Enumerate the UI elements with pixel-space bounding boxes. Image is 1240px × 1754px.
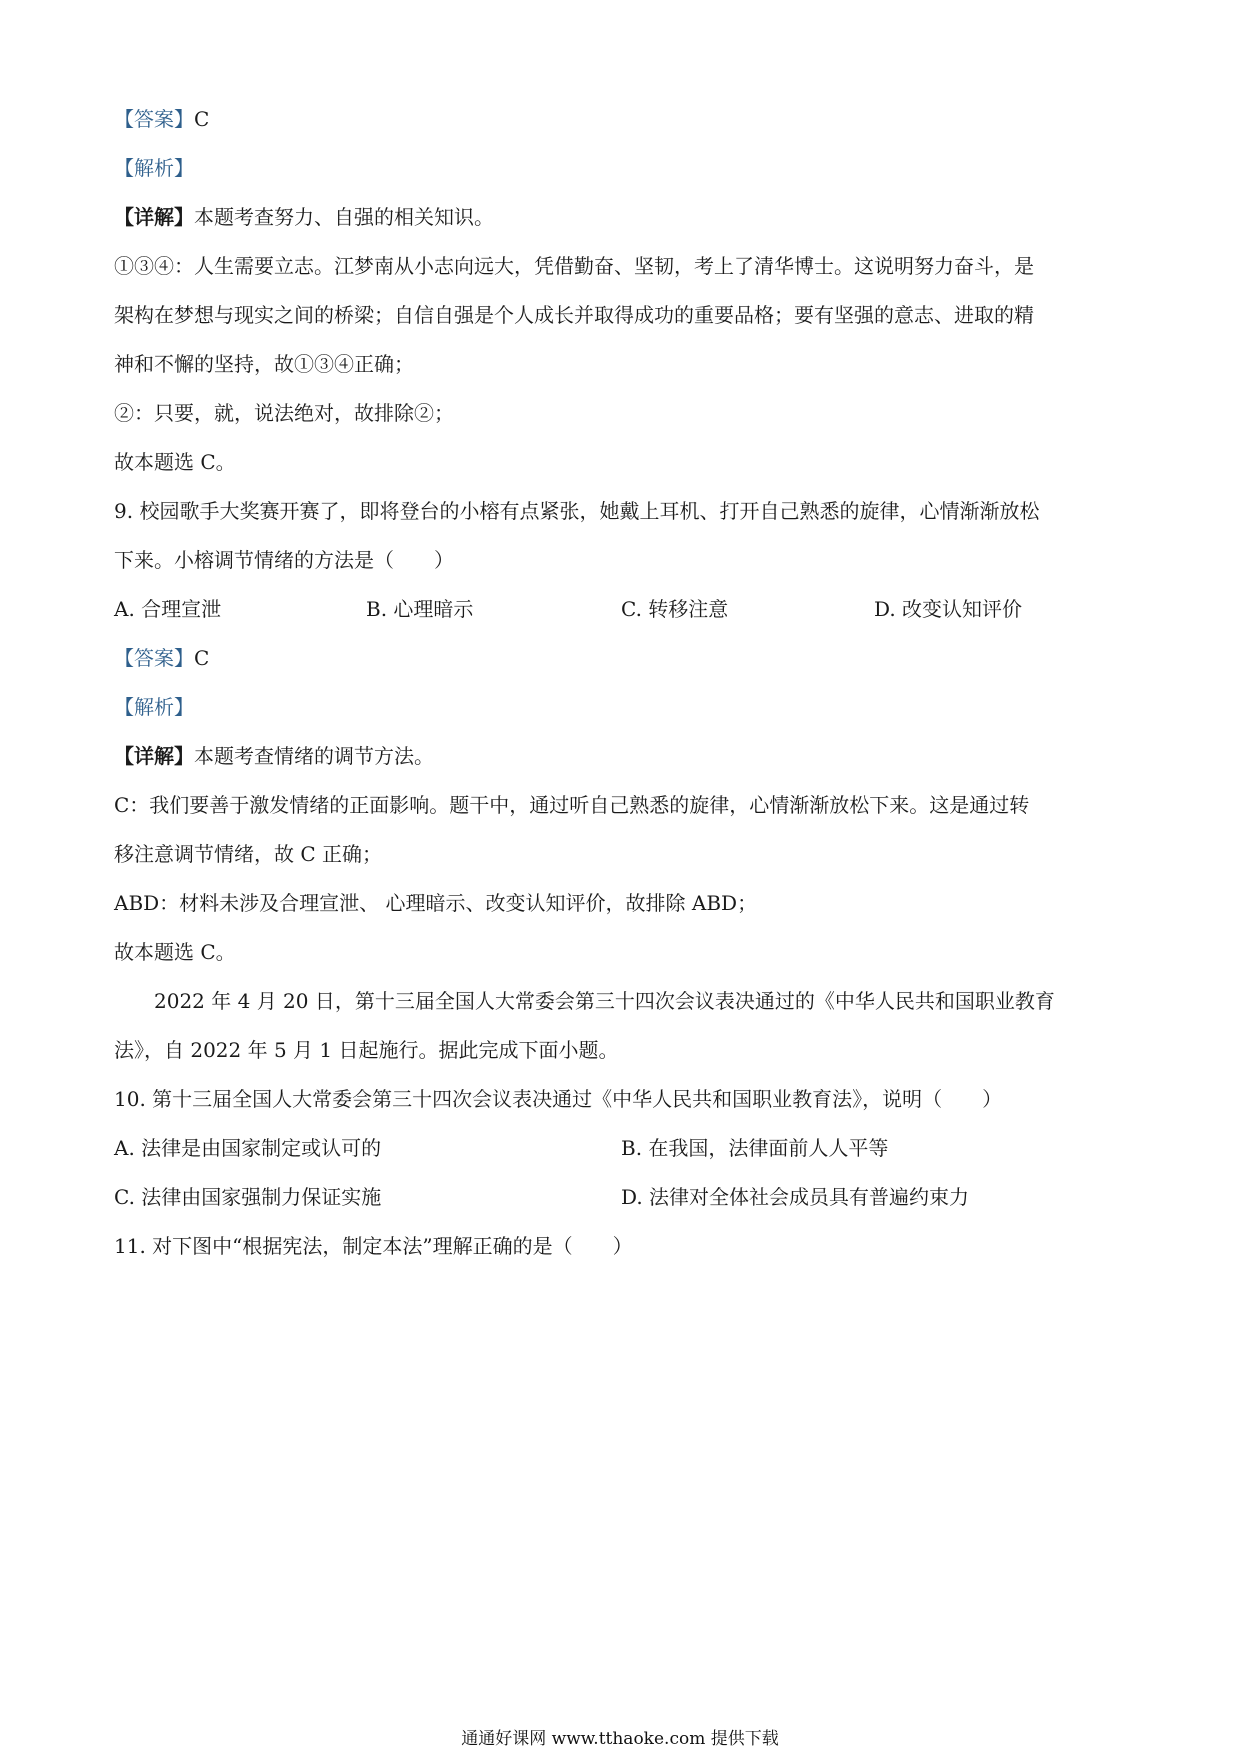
q10-option-a: A. 法律是由国家制定或认可的 [114, 1136, 382, 1160]
q9-detail-text: ABD：材料未涉及合理宣泄、 心理暗示、改变认知评价，故排除 ABD； [114, 891, 758, 915]
detail-label: 【详解】 [114, 744, 194, 768]
q8-detail-text: 神和不懈的坚持，故①③④正确； [114, 352, 414, 376]
q9-option-d: D. 改变认知评价 [874, 597, 1023, 621]
q9-option-a: A. 合理宣泄 [114, 597, 222, 621]
q8-detail-text: ①③④：人生需要立志。江梦南从小志向远大，凭借勤奋、坚韧，考上了清华博士。这说明努力奋斗，是 [114, 254, 1034, 278]
q10-option-c: C. 法律由国家强制力保证实施 [114, 1185, 382, 1209]
detail-intro: 本题考查努力、自强的相关知识。 [194, 205, 494, 229]
material-text: 法》，自 2022 年 5 月 1 日起施行。据此完成下面小题。 [114, 1038, 619, 1062]
answer-value: C [194, 107, 210, 131]
q9-analysis-label: 【解析】 [114, 695, 194, 719]
q10-option-d: D. 法律对全体社会成员具有普遍约束力 [621, 1185, 970, 1209]
q9-answer-line [114, 644, 1124, 672]
q8-detail-text: 架构在梦想与现实之间的桥梁；自信自强是个人成长并取得成功的重要品格；要有坚强的意志、进取的精 [114, 303, 1034, 327]
q10-option-b: B. 在我国，法律面前人人平等 [621, 1136, 889, 1160]
q9-conclusion: 故本题选 C。 [114, 940, 236, 964]
detail-intro: 本题考查情绪的调节方法。 [194, 744, 434, 768]
q8-analysis-label: 【解析】 [114, 156, 194, 180]
answer-label: 【答案】 [114, 107, 194, 131]
q9-detail-line [114, 742, 1124, 770]
page-footer: 通通好课网 www.tthaoke.com 提供下载 [461, 1729, 779, 1749]
answer-label: 【答案】 [114, 646, 194, 670]
answer-value: C [194, 646, 210, 670]
material-text: 2022 年 4 月 20 日，第十三届全国人大常委会第三十四次会议表决通过的《中华人民共和国职业教育 [154, 989, 1055, 1013]
q10-stem: 10. 第十三届全国人大常委会第三十四次会议表决通过《中华人民共和国职业教育法》，说明（ ） [114, 1087, 1003, 1111]
q11-stem: 11. 对下图中“根据宪法，制定本法”理解正确的是（ ） [114, 1234, 633, 1258]
detail-label: 【详解】 [114, 205, 194, 229]
q9-option-b: B. 心理暗示 [366, 597, 474, 621]
q9-stem: 9. 校园歌手大奖赛开赛了，即将登台的小榕有点紧张，她戴上耳机、打开自己熟悉的旋律，心情渐渐放松 [114, 499, 1040, 523]
q8-detail-line [114, 203, 1124, 231]
q9-detail-text: C：我们要善于激发情绪的正面影响。题干中，通过听自己熟悉的旋律，心情渐渐放松下来。这是通过转 [114, 793, 1030, 817]
q8-conclusion: 故本题选 C。 [114, 450, 236, 474]
q9-option-c: C. 转移注意 [621, 597, 729, 621]
q9-detail-text: 移注意调节情绪，故 C 正确； [114, 842, 383, 866]
q8-detail-text: ②：只要，就，说法绝对，故排除②； [114, 401, 454, 425]
q9-stem: 下来。小榕调节情绪的方法是（ ） [114, 548, 454, 572]
q8-answer-line [114, 105, 1124, 133]
